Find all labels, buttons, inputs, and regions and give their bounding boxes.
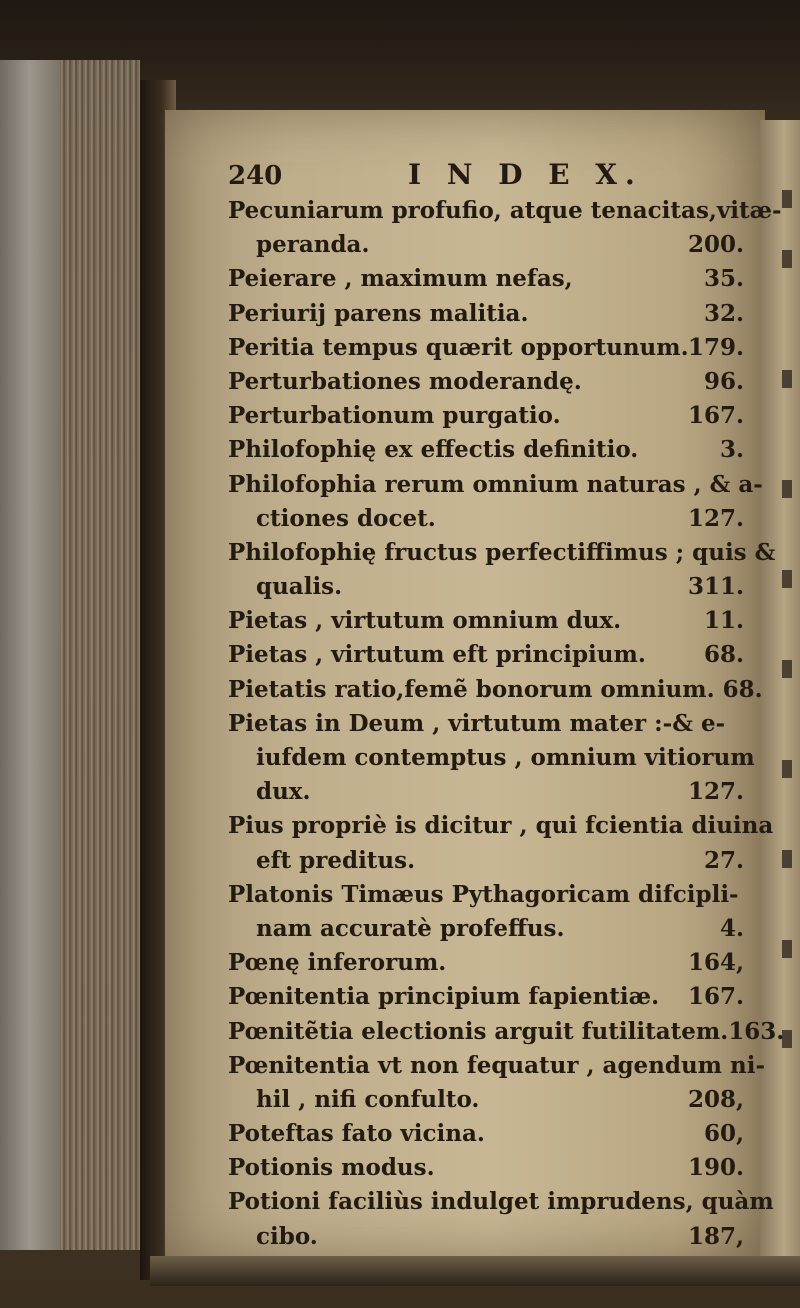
entry-text: Perturbationes moderandę.	[228, 367, 582, 395]
left-binding-edge	[0, 60, 60, 1250]
show-through-mark	[782, 570, 792, 588]
entry-text: Pius propriè is dicitur , qui fcientia diuina	[228, 812, 774, 840]
index-entry-line	[228, 433, 752, 467]
index-entry-line	[228, 1015, 785, 1049]
index-text-block	[228, 158, 785, 1254]
entry-text: Pietas in Deum , virtutum mater :-& e-	[228, 709, 726, 737]
entry-text: Philofophię fructus perfectiffimus ; quis &	[228, 538, 776, 566]
show-through-mark	[782, 850, 792, 868]
entry-text: nam accuratè profeffus.	[256, 914, 565, 942]
entry-page-ref: 35.	[703, 265, 744, 293]
show-through-mark	[782, 480, 792, 498]
index-entries	[228, 194, 785, 1254]
entry-text: Perturbationum purgatio.	[228, 402, 561, 430]
entry-text: eft preditus.	[256, 846, 416, 874]
entry-page-ref: 96.	[703, 367, 744, 395]
index-entry-line	[228, 228, 752, 262]
show-through-mark	[782, 660, 792, 678]
entry-text: Pœnitentia vt non fequatur , agendum ni-	[228, 1051, 766, 1079]
entry-text: peranda.	[256, 231, 370, 259]
index-entry-line	[228, 1083, 752, 1117]
entry-text: Peierare , maximum nefas,	[228, 265, 573, 293]
entry-page-ref: 187,	[687, 1222, 744, 1250]
index-entry-line	[228, 297, 752, 331]
entry-page-ref: 311.	[687, 573, 744, 601]
entry-page-ref: 68.	[703, 641, 744, 669]
index-entry-line	[228, 1151, 752, 1185]
entry-page-ref: 127.	[687, 778, 744, 806]
entry-page-ref: 3.	[719, 436, 744, 464]
entry-page-ref: 11.	[703, 607, 744, 635]
entry-page-ref: 167.	[687, 402, 744, 430]
index-entry-line	[228, 980, 752, 1014]
entry-page-ref: 208,	[687, 1085, 744, 1113]
entry-text: hil , nifi confulto.	[256, 1085, 480, 1113]
index-entry-line	[228, 946, 752, 980]
entry-text: Poteftas fato vicina.	[228, 1120, 485, 1148]
index-entry-line	[228, 570, 752, 604]
index-entry-line	[228, 673, 763, 707]
entry-page-ref: 164,	[687, 949, 744, 977]
entry-text: Pietatis ratio,femẽ bonorum omnium. 68.	[228, 675, 763, 703]
index-entry-line	[228, 399, 752, 433]
entry-text: Periurij parens malitia.	[228, 299, 529, 327]
entry-text: Potioni faciliùs indulget imprudens, quàm	[228, 1188, 774, 1216]
entry-page-ref: 190.	[687, 1154, 744, 1182]
index-entry-line	[228, 468, 763, 502]
right-page-edge	[760, 120, 800, 1260]
index-entry-line	[228, 878, 752, 912]
entry-text: Pœnę inferorum.	[228, 949, 447, 977]
index-entry-line	[228, 1117, 752, 1151]
index-entry-line	[228, 262, 752, 296]
index-entry-line	[228, 536, 776, 570]
entry-text: Pecuniarum profufio, atque tenacitas,vitæ-	[228, 197, 782, 224]
index-entry-line	[228, 502, 752, 536]
index-entry-line	[228, 1220, 752, 1254]
entry-page-ref: 60,	[703, 1120, 744, 1148]
entry-text: Pietas , virtutum eft principium.	[228, 641, 646, 669]
index-entry-line	[228, 331, 752, 365]
entry-page-ref: 4.	[719, 914, 744, 942]
index-entry-line	[228, 844, 752, 878]
entry-text: Pœnitentia principium fapientiæ.	[228, 983, 660, 1011]
index-entry-line	[228, 638, 752, 672]
entry-text: Pœnitẽtia electionis arguit futilitatem.163.	[228, 1017, 785, 1045]
index-entry-line	[228, 741, 755, 775]
show-through-mark	[782, 760, 792, 778]
index-entry-line	[228, 809, 774, 843]
entry-text: cibo.	[256, 1222, 318, 1250]
entry-page-ref: 32.	[703, 299, 744, 327]
entry-text: ctiones docet.	[256, 504, 436, 532]
entry-page-ref: 27.	[703, 846, 744, 874]
index-entry-line	[228, 604, 752, 638]
page-title: I N D E X.	[408, 158, 643, 191]
index-entry-line	[228, 194, 782, 228]
index-entry-line	[228, 1185, 774, 1219]
show-through-mark	[782, 190, 792, 208]
entry-text: Pietas , virtutum omnium dux.	[228, 607, 622, 635]
bottom-page-edge	[150, 1256, 800, 1286]
index-entry-line	[228, 365, 752, 399]
index-entry-line	[228, 707, 752, 741]
entry-text: iufdem contemptus , omnium vitiorum	[256, 744, 755, 771]
entry-page-ref: 179.	[687, 333, 744, 361]
index-entry-line	[228, 912, 752, 946]
entry-text: Platonis Timæus Pythagoricam difcipli-	[228, 880, 739, 908]
index-entry-line	[228, 1049, 766, 1083]
show-through-mark	[782, 940, 792, 958]
entry-page-ref: 167.	[687, 983, 744, 1011]
entry-text: Philofophia rerum omnium naturas , & a-	[228, 470, 763, 498]
entry-text: Peritia tempus quærit opportunum.	[228, 333, 689, 361]
entry-text: Potionis modus.	[228, 1154, 435, 1182]
page-header	[228, 158, 752, 194]
entry-text: qualis.	[256, 573, 343, 601]
index-entry-line	[228, 775, 752, 809]
entry-page-ref: 127.	[687, 504, 744, 532]
entry-page-ref: 200.	[687, 231, 744, 259]
entry-text: dux.	[256, 778, 311, 806]
show-through-mark	[782, 250, 792, 268]
show-through-mark	[782, 370, 792, 388]
page-number: 240	[228, 161, 283, 191]
entry-text: Philofophię ex effectis definitio.	[228, 436, 639, 464]
